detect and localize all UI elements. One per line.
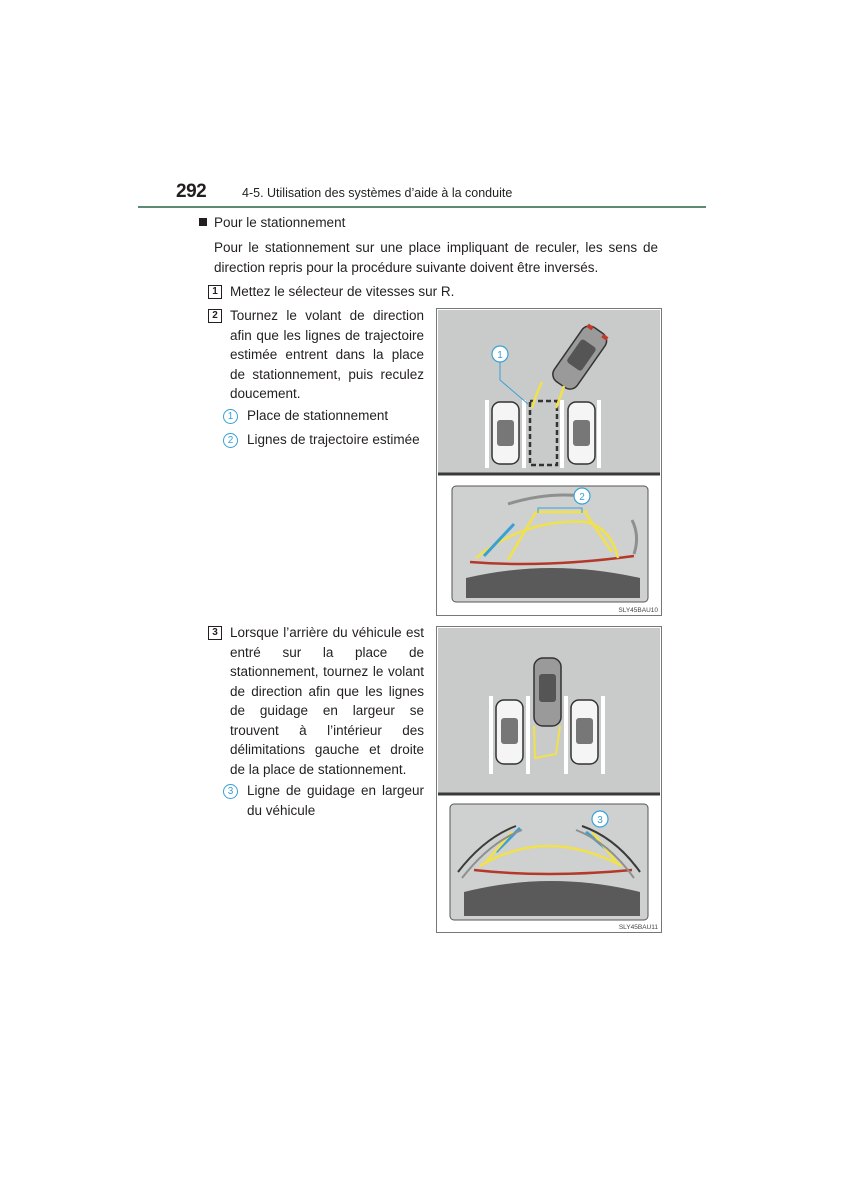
chapter-title: 4-5. Utilisation des systèmes d’aide à la conduite — [242, 186, 513, 200]
figure-step-2-illustration — [436, 308, 662, 616]
step-3-text: Lorsque l’arrière du véhicule est entré sur la place de stationnement, tournez le volant de direction afin que les lignes de guidage en largeur se trouvent à l’intérieur des délimitations gauche et droite de la place de stationnement. — [230, 625, 424, 777]
figure-code: SLY45BAU10 — [618, 607, 658, 614]
callout-number-1: 1 — [223, 409, 238, 424]
section-title-text: Pour le stationnement — [214, 215, 346, 230]
callout-label-2: Lignes de trajectoire estimée — [247, 432, 420, 447]
page-header — [176, 181, 706, 207]
step-2-number: 2 — [208, 309, 222, 323]
header-rule — [138, 206, 706, 208]
callout-width-guide-line — [223, 781, 425, 821]
square-bullet-icon — [199, 218, 207, 226]
step-1-text: Mettez le sélecteur de vitesses sur R. — [230, 284, 455, 299]
step-1-number: 1 — [208, 285, 222, 299]
step-3-number: 3 — [208, 626, 222, 640]
fig1-callout-2-label: 2 — [579, 492, 585, 503]
callout-number-3: 3 — [223, 784, 238, 799]
callout-label-1: Place de stationnement — [247, 408, 389, 423]
section-intro: Pour le stationnement sur une place impliquant de reculer, les sens de direction repris pour la procédure suivante doivent être inversés. — [214, 240, 658, 275]
fig2-callout-3-label: 3 — [597, 815, 603, 826]
section-title — [199, 215, 345, 230]
fig1-callout-1-label: 1 — [497, 350, 503, 361]
figure-step-2 — [436, 308, 662, 616]
step-2-text: Tournez le volant de direction afin que les lignes de trajectoire estimée entrent dans la place de stationnement, puis reculez doucement. — [230, 308, 424, 401]
callout-number-2: 2 — [223, 433, 238, 448]
callout-label-3: Ligne de guidage en largeur du véhicule — [247, 783, 424, 818]
figure-step-3-illustration — [436, 626, 662, 933]
page-number: 292 — [176, 181, 207, 202]
figure-step-3 — [436, 626, 662, 933]
figure-code: SLY45BAU11 — [618, 924, 658, 931]
